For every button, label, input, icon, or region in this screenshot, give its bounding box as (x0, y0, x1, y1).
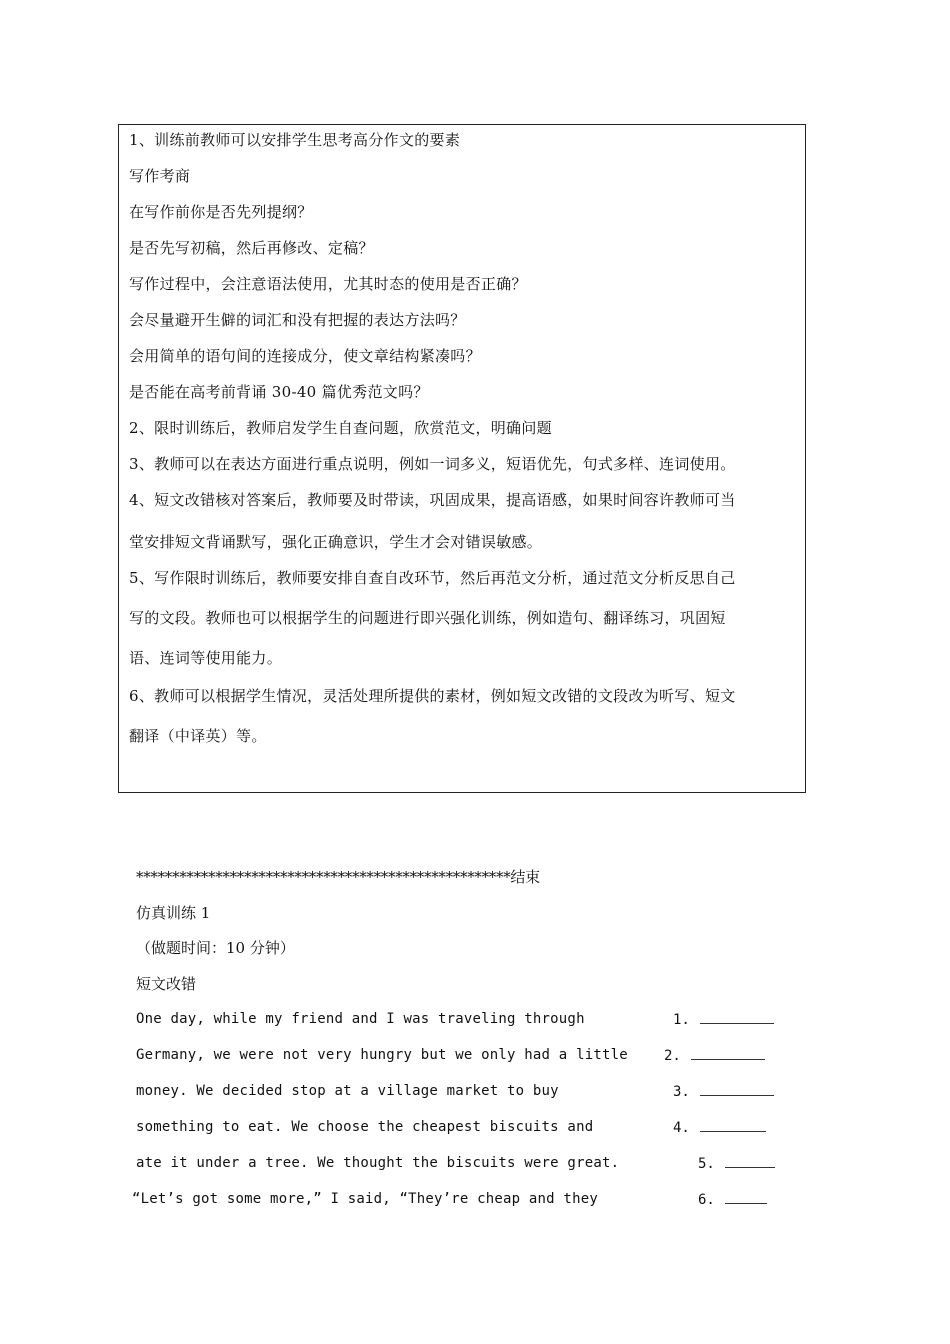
answer-number-4: 4. (673, 1120, 690, 1136)
answer-blank-4[interactable] (673, 1119, 766, 1136)
passage-line-1: One day, while my friend and I was traveling through (136, 1011, 585, 1027)
passage-line-4: something to eat. We choose the cheapest biscuits and (136, 1119, 594, 1135)
section-title: 仿真训练 1 (136, 904, 211, 922)
note-line-16: 6、教师可以根据学生情况，灵活处理所提供的素材，例如短文改错的文段改为听写、短文 (129, 687, 736, 705)
note-line-5: 写作过程中，会注意语法使用，尤其时态的使用是否正确？ (129, 275, 527, 293)
passage-line-5: ate it under a tree. We thought the biscuits were great. (136, 1155, 620, 1171)
answer-blank-1[interactable] (673, 1011, 774, 1028)
answer-line-3[interactable] (700, 1083, 774, 1096)
answer-number-1: 1. (673, 1012, 690, 1028)
answer-line-2[interactable] (691, 1047, 765, 1060)
note-line-13: 5、写作限时训练后，教师要安排自查自改环节，然后再范文分析，通过范文分析反思自己 (129, 569, 736, 587)
note-line-11: 4、短文改错核对答案后，教师要及时带读，巩固成果，提高语感，如果时间容许教师可当 (129, 491, 736, 509)
answer-number-3: 3. (673, 1084, 690, 1100)
note-line-17: 翻译（中译英）等。 (129, 727, 267, 745)
note-line-1: 1、训练前教师可以安排学生思考高分作文的要素 (129, 131, 461, 149)
note-line-8: 是否能在高考前背诵 30-40 篇优秀范文吗？ (129, 383, 429, 401)
answer-number-5: 5. (698, 1156, 715, 1172)
passage-line-3: money. We decided stop at a village market to buy (136, 1083, 559, 1099)
answer-number-6: 6. (698, 1192, 715, 1208)
time-note: （做题时间：10 分钟） (136, 939, 295, 957)
answer-line-1[interactable] (700, 1011, 774, 1024)
note-line-4: 是否先写初稿，然后再修改、定稿？ (129, 239, 374, 257)
note-line-2: 写作考商 (129, 167, 191, 185)
teaching-notes-box (118, 124, 806, 793)
answer-blank-2[interactable] (664, 1047, 765, 1064)
answer-blank-6[interactable] (698, 1191, 767, 1208)
task-title: 短文改错 (136, 975, 197, 993)
end-marker: ****************************************************结束 (136, 868, 540, 886)
note-line-3: 在写作前你是否先列提纲？ (129, 203, 313, 221)
note-line-7: 会用简单的语句间的连接成分，使文章结构紧凑吗？ (129, 347, 481, 365)
note-line-10: 3、教师可以在表达方面进行重点说明，例如一词多义，短语优先，句式多样、连词使用。 (129, 455, 736, 473)
passage-line-2: Germany, we were not very hungry but we only had a little (136, 1047, 628, 1063)
passage-line-6: “Let’s got some more,” I said, “They’re cheap and they (132, 1191, 598, 1207)
answer-blank-5[interactable] (698, 1155, 775, 1172)
answer-blank-3[interactable] (673, 1083, 774, 1100)
note-line-12: 堂安排短文背诵默写，强化正确意识，学生才会对错误敏感。 (129, 533, 543, 551)
answer-line-5[interactable] (725, 1155, 775, 1168)
answer-line-6[interactable] (725, 1191, 767, 1204)
note-line-15: 语、连词等使用能力。 (129, 649, 283, 667)
note-line-6: 会尽量避开生僻的词汇和没有把握的表达方法吗？ (129, 311, 466, 329)
note-line-9: 2、限时训练后，教师启发学生自查问题，欣赏范文，明确问题 (129, 419, 552, 437)
answer-number-2: 2. (664, 1048, 681, 1064)
note-line-14: 写的文段。教师也可以根据学生的问题进行即兴强化训练，例如造句、翻译练习，巩固短 (129, 609, 726, 627)
answer-line-4[interactable] (700, 1119, 766, 1132)
